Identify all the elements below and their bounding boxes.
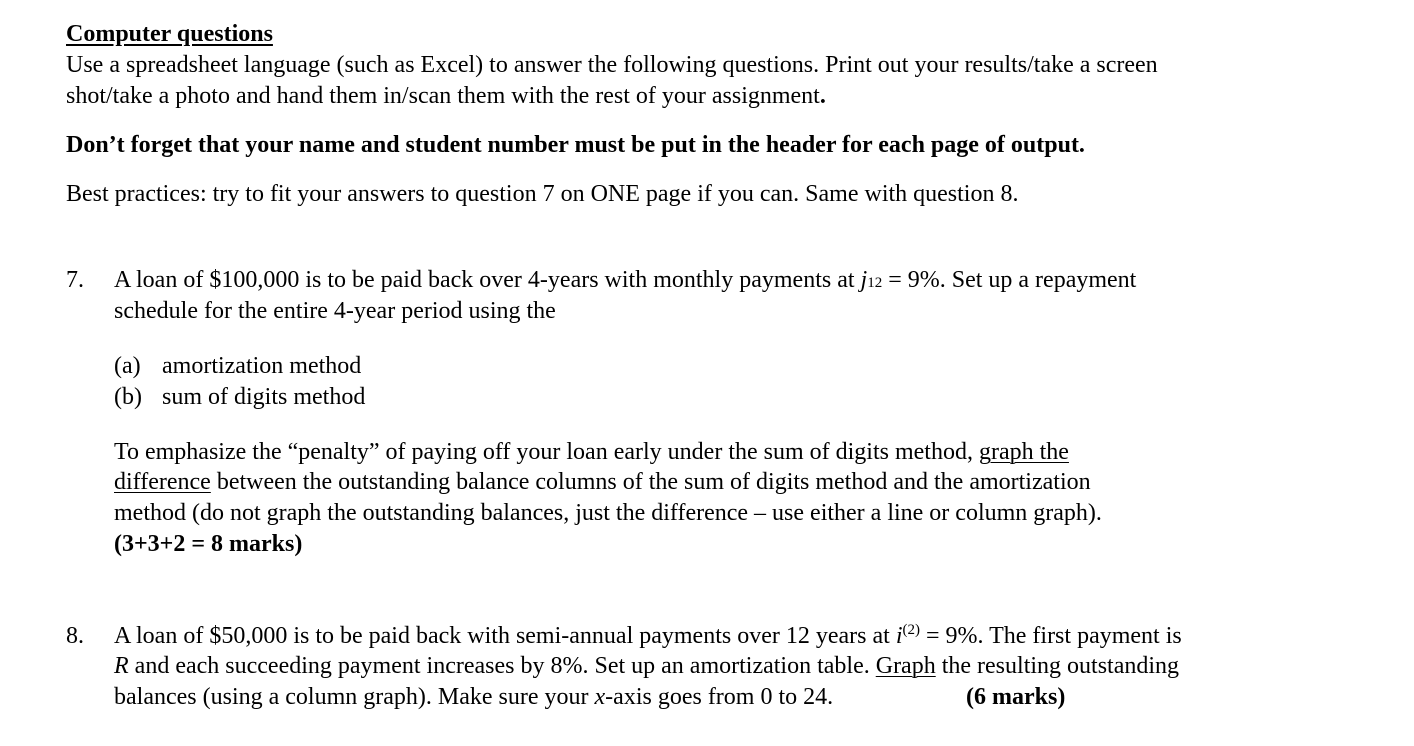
q7-option-b-label: (b)	[114, 384, 142, 410]
q8-var-R: R	[114, 653, 129, 679]
q7-line-2: schedule for the entire 4-year period using the	[114, 298, 556, 324]
q8-sup-2: (2)	[902, 622, 920, 638]
q8-line-3-b: -axis goes from 0 to 24.	[605, 684, 834, 710]
q8-line-1-a: A loan of $50,000 is to be paid back with semi-annual payments over 12 years at	[114, 623, 896, 649]
q8-var-i: i	[895, 623, 903, 649]
q7-option-a-text: amortization method	[162, 353, 362, 379]
q7-sub-12: 12	[867, 275, 883, 291]
q7-para-line-1-a: To emphasize the “penalty” of paying off your loan early under the sum of digits method,	[114, 439, 979, 465]
q7-option-a-label: (a)	[114, 353, 141, 379]
intro-line-1: Use a spreadsheet language (such as Excel) to answer the following questions. Print out your results/take a screen	[66, 52, 1158, 78]
q7-para-line-1-underlined: graph the	[978, 439, 1069, 465]
q7-para-line-3: method (do not graph the outstanding balances, just the difference – use either a line or column graph).	[114, 500, 1102, 526]
q7-line-1-b: = 9%. Set up a repayment	[882, 267, 1137, 293]
q8-line-2-b: the resulting outstanding	[935, 653, 1180, 679]
q7-para-line-2	[114, 467, 1091, 498]
intro-line-2-period: .	[819, 83, 826, 109]
best-practices-text: Best practices: try to fit your answers to question 7 on ONE page if you can. Same with question 8.	[66, 181, 1019, 207]
reminder-text: Don’t forget that your name and student number must be put in the header for each page of output.	[66, 132, 1085, 158]
q7-option-b-text: sum of digits method	[162, 384, 366, 410]
q8-var-x: x	[594, 684, 606, 710]
q7-para-line-2-b: between the outstanding balance columns of the sum of digits method and the amortization	[210, 469, 1091, 495]
intro-line-2-text: shot/take a photo and hand them in/scan them with the rest of your assignment	[66, 83, 820, 109]
q7-line-1	[114, 265, 1136, 299]
intro-line-2	[66, 81, 826, 112]
q7-para-line-1	[114, 437, 1069, 468]
section-heading: Computer questions	[66, 21, 273, 47]
q8-line-2-underlined: Graph	[875, 653, 936, 679]
q8-marks: (6 marks)	[966, 684, 1066, 710]
q8-line-3-a: balances (using a column graph). Make sure your	[114, 684, 595, 710]
q7-var-j: j	[860, 267, 868, 293]
q7-number: 7.	[66, 267, 84, 293]
q8-line-2-a: and each succeeding payment increases by 8%. Set up an amortization table.	[128, 653, 876, 679]
q8-line-1	[114, 621, 1182, 652]
q7-para-line-2-underlined: difference	[114, 469, 211, 495]
q8-number: 8.	[66, 623, 84, 649]
q8-line-1-b: = 9%. The first payment is	[920, 623, 1182, 649]
q8-line-2	[114, 651, 1179, 682]
q7-line-1-a: A loan of $100,000 is to be paid back over 4-years with monthly payments at	[114, 267, 861, 293]
q8-line-3	[114, 682, 833, 713]
q7-marks: (3+3+2 = 8 marks)	[114, 531, 303, 557]
